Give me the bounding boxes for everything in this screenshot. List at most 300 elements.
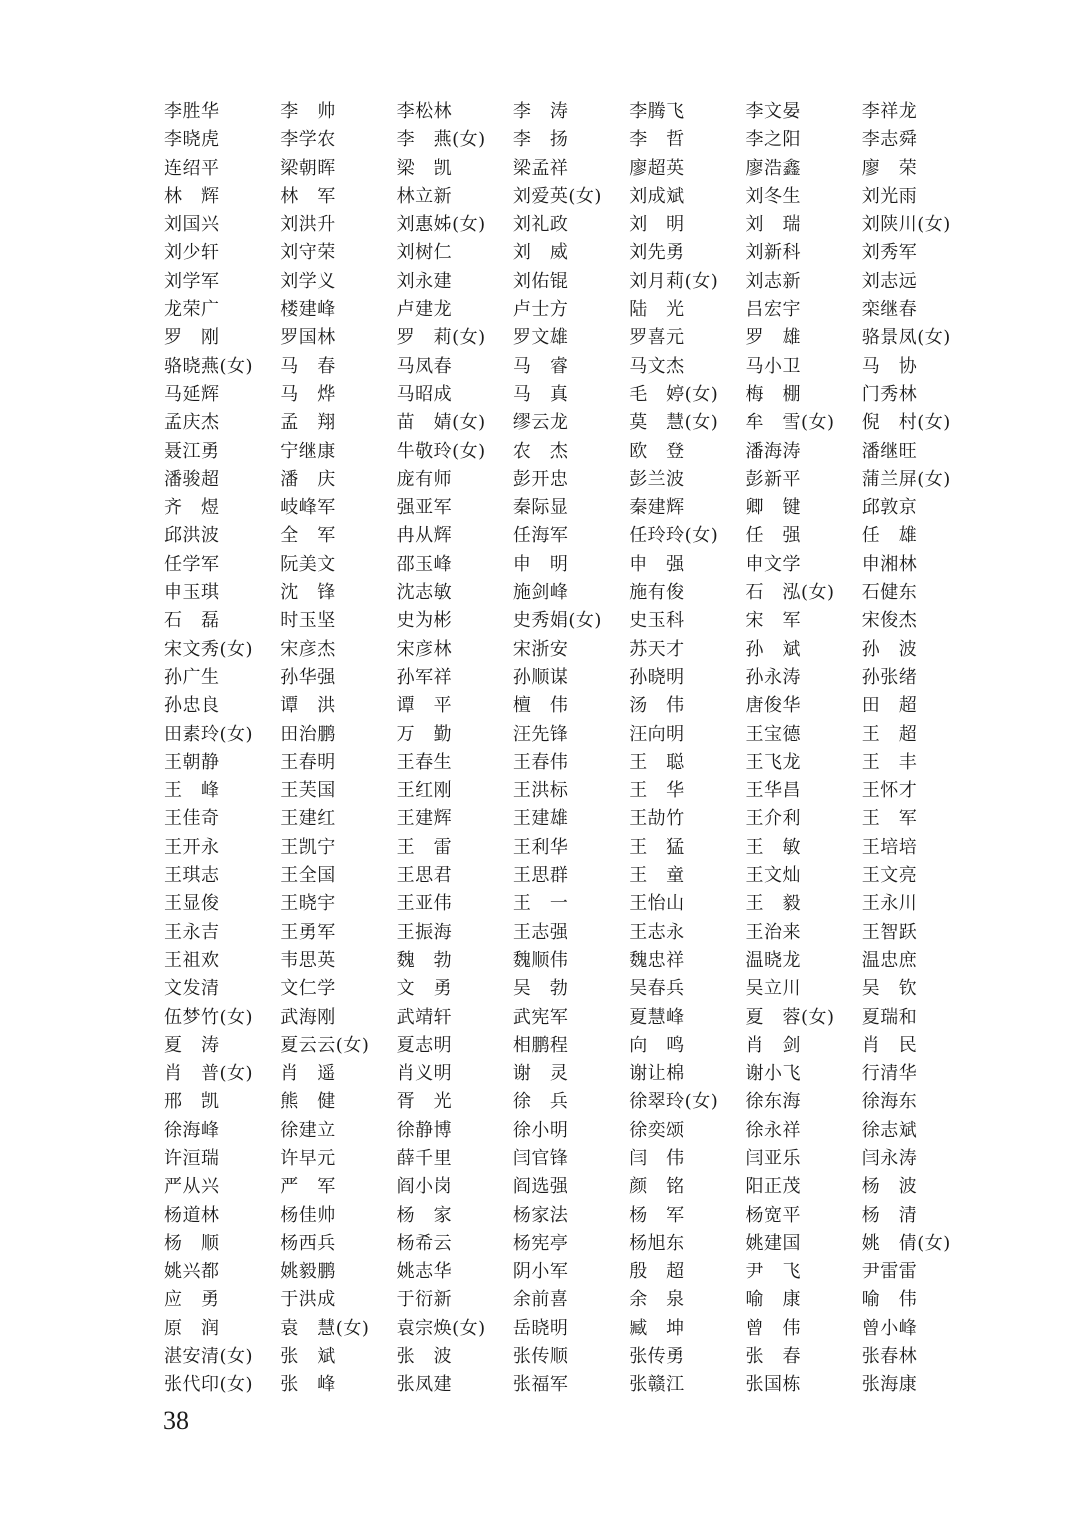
name-entry: 闫永涛 (861, 1147, 918, 1169)
name-entry: 王洪标 (512, 780, 569, 802)
name-entry: 廖浩鑫 (745, 157, 801, 179)
name-entry: 王琪志 (164, 865, 220, 887)
name-entry: 王 猛 (629, 836, 685, 858)
name-entry: 韦思英 (280, 949, 336, 971)
name-entry: 肖 遥 (280, 1063, 336, 1085)
name-entry: 苗 婧(女) (396, 412, 486, 434)
name-entry: 刘礼政 (512, 214, 569, 236)
page-number: 38 (163, 1406, 189, 1435)
name-entry: 田治鹏 (280, 723, 336, 745)
name-entry: 孟庆杰 (164, 412, 220, 434)
name-entry: 张传勇 (629, 1346, 685, 1368)
name-entry: 卢士方 (512, 299, 569, 321)
name-entry: 行清华 (861, 1063, 918, 1085)
name-entry: 马文杰 (629, 355, 685, 377)
name-entry: 张 斌 (280, 1346, 336, 1368)
name-entry: 邱洪波 (164, 525, 220, 547)
name-entry: 潘骏超 (164, 468, 220, 490)
name-entry: 任学军 (164, 553, 220, 575)
name-entry: 胥 光 (396, 1091, 453, 1113)
name-entry: 王培培 (861, 836, 918, 858)
name-entry: 汤 伟 (629, 695, 685, 717)
name-entry: 王亚伟 (396, 893, 453, 915)
name-entry: 徐建立 (280, 1119, 336, 1141)
name-entry: 杨旭东 (629, 1232, 685, 1254)
name-entry: 王建辉 (396, 808, 453, 830)
name-entry: 马 春 (280, 355, 336, 377)
name-entry: 苏天才 (629, 638, 685, 660)
name-entry: 张春林 (861, 1346, 918, 1368)
name-entry: 沈志敏 (396, 582, 453, 604)
name-entry: 刘先勇 (629, 242, 685, 264)
name-entry: 申文学 (745, 553, 801, 575)
name-entry: 宋文秀(女) (164, 638, 254, 660)
name-entry: 宋浙安 (512, 638, 569, 660)
name-entry: 孙顺谋 (512, 666, 569, 688)
name-entry: 张国栋 (745, 1374, 801, 1396)
name-entry: 徐 兵 (512, 1091, 569, 1113)
name-entry: 梁孟祥 (512, 157, 569, 179)
name-entry: 孙军祥 (396, 666, 453, 688)
name-entry: 孙 波 (861, 638, 918, 660)
name-entry: 夏 涛 (164, 1034, 220, 1056)
name-entry: 应 勇 (164, 1289, 220, 1311)
name-entry: 孙永涛 (745, 666, 801, 688)
name-entry: 罗文雄 (512, 327, 569, 349)
name-entry: 张福军 (512, 1374, 569, 1396)
name-entry: 王思群 (512, 865, 569, 887)
name-entry: 原 润 (164, 1317, 220, 1339)
name-entry: 于衍新 (396, 1289, 453, 1311)
name-entry: 孙张绪 (861, 666, 918, 688)
name-entry: 罗喜元 (629, 327, 685, 349)
name-entry: 吴春兵 (629, 978, 685, 1000)
name-entry: 张 波 (396, 1346, 453, 1368)
name-entry: 许早元 (280, 1147, 336, 1169)
name-entry: 孙忠良 (164, 695, 220, 717)
name-entry: 徐海东 (861, 1091, 918, 1113)
name-entry: 马 协 (861, 355, 918, 377)
name-entry: 欧 登 (629, 440, 685, 462)
name-entry: 王春生 (396, 751, 453, 773)
name-entry: 林立新 (396, 185, 453, 207)
name-entry: 史为彬 (396, 610, 453, 632)
name-entry: 宋彦杰 (280, 638, 336, 660)
name-entry: 刘秀军 (861, 242, 918, 264)
name-entry: 王显俊 (164, 893, 220, 915)
name-entry: 刘佑锟 (512, 270, 569, 292)
name-entry: 李 燕(女) (396, 129, 486, 151)
name-entry: 王 敏 (745, 836, 801, 858)
name-entry: 申 明 (512, 553, 569, 575)
name-entry: 汪先锋 (512, 723, 569, 745)
name-entry: 薛千里 (396, 1147, 453, 1169)
name-entry: 王 聪 (629, 751, 685, 773)
name-entry: 李 扬 (512, 129, 569, 151)
name-entry: 申玉琪 (164, 582, 220, 604)
name-entry: 袁 慧(女) (280, 1317, 370, 1339)
name-entry: 温晓龙 (745, 949, 801, 971)
name-entry: 阴小军 (512, 1261, 569, 1283)
name-entry: 夏瑞和 (861, 1006, 918, 1028)
name-entry: 梁朝晖 (280, 157, 336, 179)
name-entry: 王 毅 (745, 893, 801, 915)
name-entry: 石健东 (861, 582, 918, 604)
name-entry: 邵玉峰 (396, 553, 453, 575)
name-entry: 杨 清 (861, 1204, 918, 1226)
name-entry: 许洹瑞 (164, 1147, 220, 1169)
name-entry: 阎小岗 (396, 1176, 453, 1198)
name-entry: 廖超英 (629, 157, 685, 179)
name-entry: 卢建龙 (396, 299, 453, 321)
name-entry: 沈 锋 (280, 582, 336, 604)
name-entry: 缪云龙 (512, 412, 569, 434)
name-entry: 王志永 (629, 921, 685, 943)
name-entry: 王华昌 (745, 780, 801, 802)
name-entry: 唐俊华 (745, 695, 801, 717)
name-entry: 谭 洪 (280, 695, 336, 717)
name-entry: 时玉坚 (280, 610, 336, 632)
name-entry: 刘月莉(女) (629, 270, 719, 292)
name-entry: 王宝德 (745, 723, 801, 745)
name-entry: 王建红 (280, 808, 336, 830)
name-entry: 伍梦竹(女) (164, 1006, 254, 1028)
name-entry: 杨道林 (164, 1204, 220, 1226)
name-entry: 王怀才 (861, 780, 918, 802)
name-entry: 刘惠姊(女) (396, 214, 486, 236)
name-entry: 徐翠玲(女) (629, 1091, 719, 1113)
name-entry: 宁继康 (280, 440, 336, 462)
name-entry: 王佳奇 (164, 808, 220, 830)
name-entry: 王治来 (745, 921, 801, 943)
name-entry: 秦际显 (512, 497, 569, 519)
name-entry: 齐 煜 (164, 497, 220, 519)
name-entry: 张 春 (745, 1346, 801, 1368)
name-entry: 秦建辉 (629, 497, 685, 519)
name-entry: 阮美文 (280, 553, 336, 575)
name-entry: 王怡山 (629, 893, 685, 915)
name-entry: 申 强 (629, 553, 685, 575)
name-entry: 徐志斌 (861, 1119, 918, 1141)
name-entry: 田素玲(女) (164, 723, 254, 745)
name-entry: 楼建峰 (280, 299, 336, 321)
name-entry: 田 超 (861, 695, 918, 717)
name-entry: 谭 平 (396, 695, 453, 717)
name-entry: 王 雷 (396, 836, 453, 858)
name-entry: 杨 顺 (164, 1232, 220, 1254)
name-entry: 李 哲 (629, 129, 685, 151)
name-entry: 万 勤 (396, 723, 453, 745)
name-entry: 罗 刚 (164, 327, 220, 349)
name-entry: 刘光雨 (861, 185, 918, 207)
name-entry: 龙荣广 (164, 299, 220, 321)
name-entry: 王振海 (396, 921, 453, 943)
name-entry: 张 峰 (280, 1374, 336, 1396)
name-entry: 王文亮 (861, 865, 918, 887)
name-entry: 臧 坤 (629, 1317, 685, 1339)
name-entry: 闫官锋 (512, 1147, 569, 1169)
name-entry: 王勇军 (280, 921, 336, 943)
name-entry: 吴 勃 (512, 978, 569, 1000)
name-entry: 严从兴 (164, 1176, 220, 1198)
name-entry: 袁宗焕(女) (396, 1317, 486, 1339)
name-entry: 彭开忠 (512, 468, 569, 490)
name-entry: 刘少轩 (164, 242, 220, 264)
name-entry: 文 勇 (396, 978, 453, 1000)
name-entry: 杨宽平 (745, 1204, 801, 1226)
name-entry: 谢 灵 (512, 1063, 569, 1085)
name-entry: 相鹏程 (512, 1034, 569, 1056)
name-entry: 李晓虎 (164, 129, 220, 151)
name-entry: 徐东海 (745, 1091, 801, 1113)
name-entry: 喻 康 (745, 1289, 801, 1311)
name-entry: 任海军 (512, 525, 569, 547)
name-entry: 宋彦林 (396, 638, 453, 660)
name-entry: 文发清 (164, 978, 220, 1000)
name-entry: 孟 翔 (280, 412, 336, 434)
name-entry: 王朝静 (164, 751, 220, 773)
name-entry: 余前喜 (512, 1289, 569, 1311)
name-entry: 武海刚 (280, 1006, 336, 1028)
name-entry: 李文晏 (745, 101, 801, 122)
name-entry: 林 军 (280, 185, 336, 207)
name-entry: 罗 莉(女) (396, 327, 486, 349)
name-entry: 王 一 (512, 893, 569, 915)
name-entry: 卿 键 (745, 497, 801, 519)
name-entry: 李 帅 (280, 101, 336, 122)
name-entry: 王建雄 (512, 808, 569, 830)
name-entry: 刘学军 (164, 270, 220, 292)
name-entry: 王芙国 (280, 780, 336, 802)
name-entry: 彭兰波 (629, 468, 685, 490)
name-entry: 王开永 (164, 836, 220, 858)
name-entry: 温忠庶 (861, 949, 918, 971)
name-entry: 刘成斌 (629, 185, 685, 207)
name-entry: 殷 超 (629, 1261, 685, 1283)
name-entry: 王 超 (861, 723, 918, 745)
name-entry: 姚毅鹏 (280, 1261, 336, 1283)
name-entry: 王祖欢 (164, 949, 220, 971)
name-entry: 刘 明 (629, 214, 685, 236)
name-entry: 任玲玲(女) (629, 525, 719, 547)
name-entry: 阳正茂 (745, 1176, 801, 1198)
name-entry: 武靖轩 (396, 1006, 453, 1028)
name-entry: 任 强 (745, 525, 801, 547)
name-entry: 马小卫 (745, 355, 801, 377)
name-entry: 骆晓燕(女) (164, 355, 254, 377)
name-entry: 马昭成 (396, 383, 453, 405)
name-entry: 颜 铭 (629, 1176, 685, 1198)
name-entry: 杨 波 (861, 1176, 918, 1198)
name-entry: 李祥龙 (861, 101, 918, 122)
name-entry: 骆景凤(女) (861, 327, 951, 349)
name-entry: 肖 民 (861, 1034, 918, 1056)
name-entry: 毛 婷(女) (629, 383, 719, 405)
name-entry: 刘永建 (396, 270, 453, 292)
name-entry: 罗国林 (280, 327, 336, 349)
name-entry: 肖 普(女) (164, 1063, 254, 1085)
name-entry: 王志强 (512, 921, 569, 943)
name-entry: 王飞龙 (745, 751, 801, 773)
name-list (164, 98, 978, 1400)
name-entry: 王利华 (512, 836, 569, 858)
name-entry: 冉从辉 (396, 525, 453, 547)
name-entry: 邢 凯 (164, 1091, 220, 1113)
name-entry: 梁 凯 (396, 157, 453, 179)
name-entry: 马 烨 (280, 383, 336, 405)
name-entry: 姚 倩(女) (861, 1232, 951, 1254)
name-entry: 谢让棉 (629, 1063, 685, 1085)
name-entry: 宋 军 (745, 610, 801, 632)
name-entry: 王文灿 (745, 865, 801, 887)
name-entry: 喻 伟 (861, 1289, 918, 1311)
name-entry: 罗 雄 (745, 327, 801, 349)
name-entry: 向 鸣 (629, 1034, 685, 1056)
name-entry: 刘陕川(女) (861, 214, 951, 236)
name-entry: 曾 伟 (745, 1317, 801, 1339)
name-entry: 史秀娟(女) (512, 610, 602, 632)
name-entry: 杨 军 (629, 1204, 685, 1226)
name-entry: 谢小飞 (745, 1063, 801, 1085)
name-entry: 潘 庆 (280, 468, 336, 490)
name-entry: 梅 棚 (745, 383, 801, 405)
name-entry: 魏顺伟 (512, 949, 569, 971)
name-entry: 栾继春 (861, 299, 918, 321)
name-entry: 王介利 (745, 808, 801, 830)
name-entry: 吴 钦 (861, 978, 918, 1000)
name-entry: 徐永祥 (745, 1119, 801, 1141)
name-entry: 王永川 (861, 893, 918, 915)
name-entry: 姚建国 (745, 1232, 801, 1254)
name-entry: 廖 荣 (861, 157, 918, 179)
name-entry: 文仁学 (280, 978, 336, 1000)
name-entry: 岐峰军 (280, 497, 336, 519)
name-entry: 刘爱英(女) (512, 185, 602, 207)
name-entry: 刘新科 (745, 242, 801, 264)
name-entry: 牛敬玲(女) (396, 440, 486, 462)
name-entry: 严 军 (280, 1176, 336, 1198)
name-entry: 连绍平 (164, 157, 220, 179)
name-entry: 杨宪亭 (512, 1232, 569, 1254)
name-entry: 石 磊 (164, 610, 220, 632)
name-entry: 王春伟 (512, 751, 569, 773)
name-entry: 湛安清(女) (164, 1346, 254, 1368)
name-entry: 夏志明 (396, 1034, 453, 1056)
name-entry: 王红刚 (396, 780, 453, 802)
name-entry: 强亚军 (396, 497, 453, 519)
name-entry: 李腾飞 (629, 101, 685, 122)
name-entry: 檀 伟 (512, 695, 569, 717)
name-entry: 倪 村(女) (861, 412, 951, 434)
name-entry: 杨家法 (512, 1204, 569, 1226)
name-entry: 施剑峰 (512, 582, 569, 604)
name-entry: 王凯宁 (280, 836, 336, 858)
name-entry: 杨 家 (396, 1204, 453, 1226)
name-entry: 石 泓(女) (745, 582, 835, 604)
name-entry: 林 辉 (164, 185, 220, 207)
name-entry: 熊 健 (280, 1091, 336, 1113)
name-entry: 杨佳帅 (280, 1204, 336, 1226)
name-entry: 吕宏宇 (745, 299, 801, 321)
name-entry: 徐海峰 (164, 1119, 220, 1141)
name-entry: 刘树仁 (396, 242, 453, 264)
name-entry: 刘冬生 (745, 185, 801, 207)
name-entry: 曾小峰 (861, 1317, 918, 1339)
name-entry: 王 峰 (164, 780, 220, 802)
name-entry: 夏 蓉(女) (745, 1006, 835, 1028)
name-entry: 张海康 (861, 1374, 918, 1396)
name-entry: 徐静博 (396, 1119, 453, 1141)
name-entry: 潘海涛 (745, 440, 801, 462)
name-entry: 岳晓明 (512, 1317, 569, 1339)
name-entry: 姚志华 (396, 1261, 453, 1283)
name-entry: 徐小明 (512, 1119, 569, 1141)
name-entry: 王永吉 (164, 921, 220, 943)
name-entry: 魏忠祥 (629, 949, 685, 971)
name-entry: 王 华 (629, 780, 685, 802)
name-entry: 蒲兰屏(女) (861, 468, 951, 490)
name-entry: 于洪成 (280, 1289, 336, 1311)
name-entry: 王思君 (396, 865, 453, 887)
name-entry: 刘国兴 (164, 214, 220, 236)
name-entry: 刘守荣 (280, 242, 336, 264)
name-entry: 马 睿 (512, 355, 569, 377)
name-entry: 王 丰 (861, 751, 918, 773)
name-entry: 闫 伟 (629, 1147, 685, 1169)
name-entry: 肖义明 (396, 1063, 453, 1085)
name-entry: 王春明 (280, 751, 336, 773)
name-entry: 张凤建 (396, 1374, 453, 1396)
name-entry: 张代印(女) (164, 1374, 254, 1396)
name-entry: 李胜华 (164, 101, 220, 122)
name-entry: 孙广生 (164, 666, 220, 688)
name-entry: 汪向明 (629, 723, 685, 745)
name-entry: 刘志新 (745, 270, 801, 292)
name-entry: 农 杰 (512, 440, 569, 462)
name-entry: 莫 慧(女) (629, 412, 719, 434)
name-entry: 姚兴都 (164, 1261, 220, 1283)
name-entry: 孙 斌 (745, 638, 801, 660)
name-entry: 宋俊杰 (861, 610, 918, 632)
name-entry: 任 雄 (861, 525, 918, 547)
name-entry: 王晓宇 (280, 893, 336, 915)
name-entry: 刘学义 (280, 270, 336, 292)
name-entry: 孙华强 (280, 666, 336, 688)
name-entry: 刘洪升 (280, 214, 336, 236)
name-entry: 张传顺 (512, 1346, 569, 1368)
name-entry: 余 泉 (629, 1289, 685, 1311)
name-entry: 徐奕颂 (629, 1119, 685, 1141)
name-entry: 刘 瑞 (745, 214, 801, 236)
name-entry: 张赣江 (629, 1374, 685, 1396)
name-entry: 李之阳 (745, 129, 801, 151)
name-entry: 王 军 (861, 808, 918, 830)
name-entry: 杨希云 (396, 1232, 453, 1254)
name-entry: 孙晓明 (629, 666, 685, 688)
name-entry: 彭新平 (745, 468, 801, 490)
name-entry: 王劼竹 (629, 808, 685, 830)
name-entry: 吴立川 (745, 978, 801, 1000)
name-entry: 李志舜 (861, 129, 918, 151)
name-entry: 尹雷雷 (861, 1261, 918, 1283)
name-entry: 马凤春 (396, 355, 453, 377)
name-entry: 陆 光 (629, 299, 685, 321)
name-entry: 王智跃 (861, 921, 918, 943)
name-entry: 肖 剑 (745, 1034, 801, 1056)
name-entry: 牟 雪(女) (745, 412, 835, 434)
name-entry: 夏慧峰 (629, 1006, 685, 1028)
name-entry: 刘志远 (861, 270, 918, 292)
